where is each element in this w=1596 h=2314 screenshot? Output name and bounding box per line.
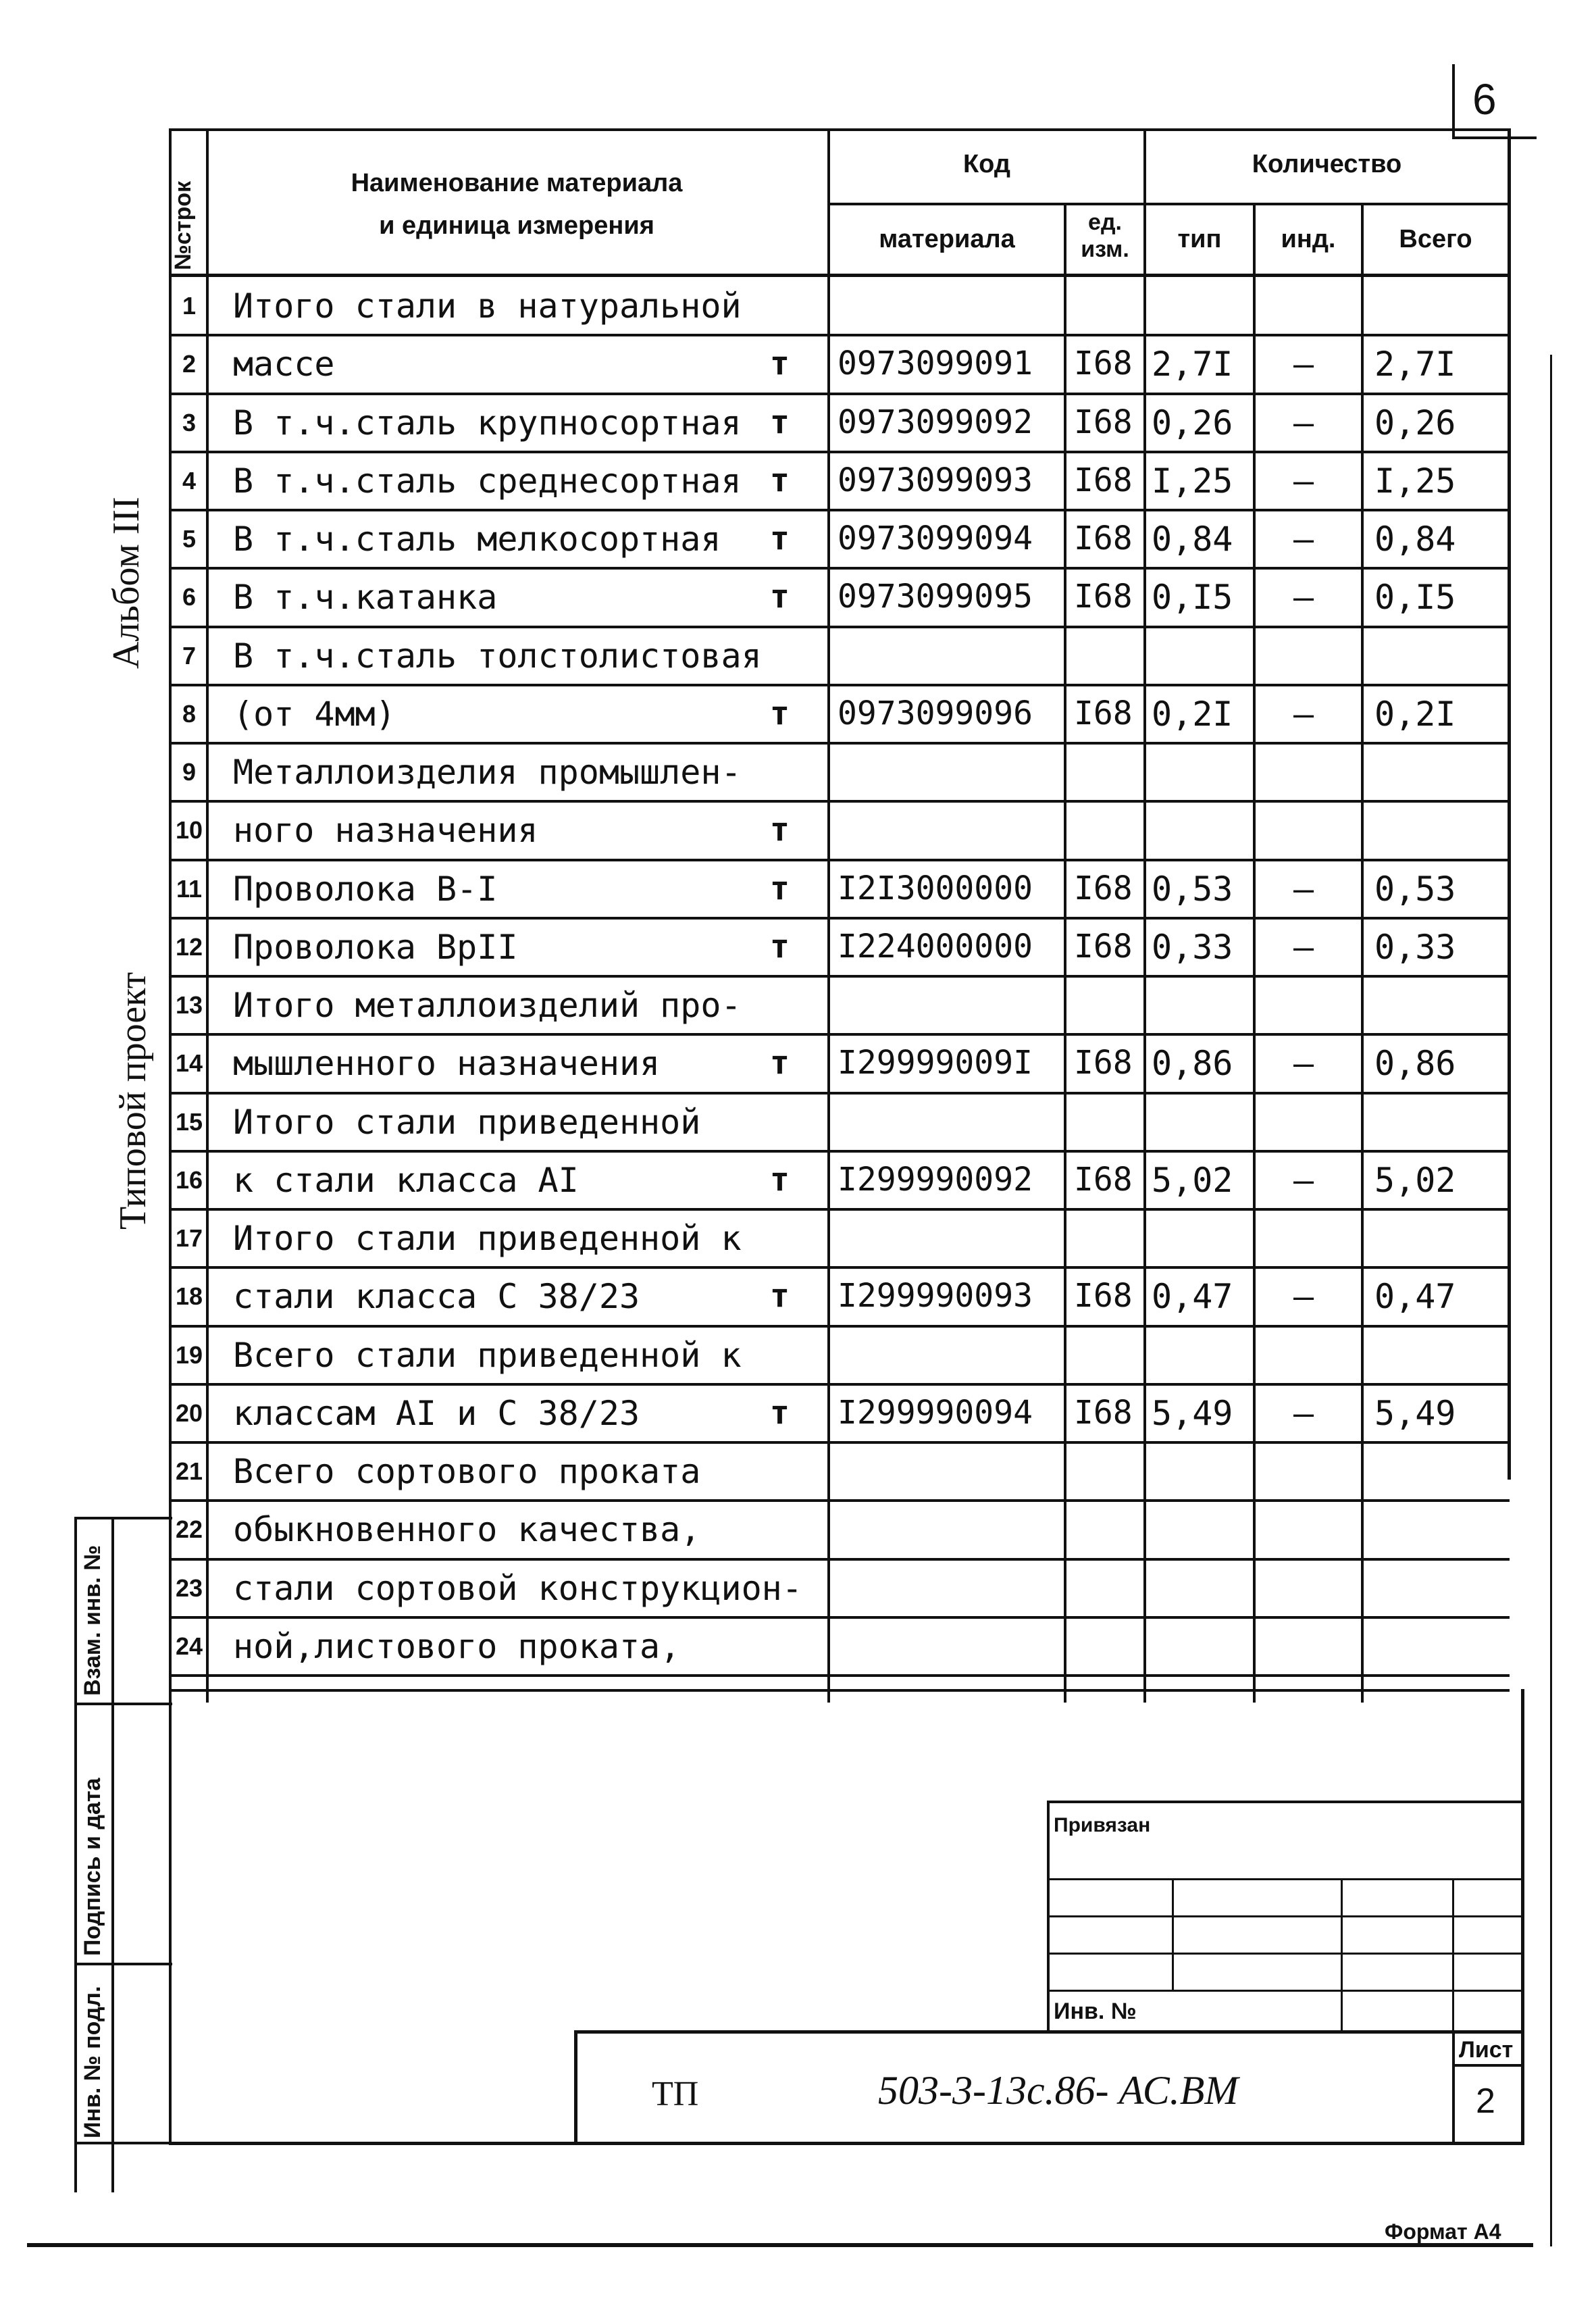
row-separator — [169, 1499, 1510, 1502]
row-code: I2I3000000 — [838, 870, 1033, 907]
header-row-no: №строк — [170, 180, 196, 270]
row-qty-ind: – — [1293, 578, 1314, 617]
row-number: 1 — [182, 292, 197, 320]
row-separator — [169, 1325, 1510, 1328]
row-material-name: мышленного назначения — [233, 1044, 661, 1083]
row-separator — [169, 1616, 1510, 1619]
stamp-privyazan-v2 — [1341, 1878, 1343, 2030]
row-material-name: В т.ч.сталь толстолистовая — [233, 636, 762, 676]
row-material-name: В т.ч.сталь крупносортная — [233, 403, 742, 443]
header-name-line2: и единица измерения — [379, 211, 654, 240]
row-code: I299990092 — [838, 1161, 1033, 1199]
header-code-unit-2: изм. — [1081, 236, 1129, 262]
side-project: Типовой проект — [112, 972, 154, 1230]
row-separator — [169, 334, 1510, 336]
row-number: 13 — [175, 991, 203, 1019]
stamp-designation: 503-3-13с.86- АС.ВМ — [878, 2068, 1239, 2113]
row-separator — [169, 567, 1510, 570]
row-separator — [169, 800, 1510, 803]
row-separator — [169, 1558, 1510, 1561]
row-code: I299990093 — [838, 1277, 1033, 1315]
row-code: I224000000 — [838, 928, 1033, 965]
row-qty-total: 0,47 — [1374, 1277, 1456, 1316]
row-qty-type: 0,53 — [1152, 870, 1233, 909]
row-number: 7 — [182, 642, 197, 670]
header-qty: Количество — [1252, 150, 1402, 178]
row-unit-code: I68 — [1074, 1161, 1133, 1199]
row-qty-total: 0,I5 — [1374, 578, 1456, 617]
stamp-privyazan: Привязан — [1054, 1814, 1151, 1836]
header-code-unit-1: ед. — [1088, 209, 1122, 235]
row-separator — [169, 626, 1510, 628]
row-qty-ind: – — [1293, 1394, 1314, 1433]
row-material-name: к стали класса AI — [233, 1161, 579, 1200]
row-code: 0973099094 — [838, 520, 1033, 557]
row-material-name: стали сортовой конструкцион- — [233, 1569, 802, 1608]
row-qty-type: 5,49 — [1152, 1394, 1233, 1433]
row-number: 14 — [175, 1049, 203, 1077]
row-material-name: В т.ч.сталь мелкосортная — [233, 520, 721, 559]
row-qty-type: 0,26 — [1152, 403, 1233, 443]
row-separator — [169, 1266, 1510, 1269]
row-number: 18 — [175, 1282, 203, 1310]
row-unit-code: I68 — [1074, 1394, 1133, 1432]
row-material-name: классам AI и С 38/23 — [233, 1394, 640, 1433]
row-number: 20 — [175, 1399, 203, 1427]
header-qty-type: тип — [1177, 225, 1222, 253]
header-qty-ind: инд. — [1281, 225, 1336, 253]
row-number: 19 — [175, 1341, 203, 1369]
row-qty-ind: – — [1293, 870, 1314, 909]
row-unit-code: I68 — [1074, 520, 1133, 557]
stamp-privyazan-v1 — [1172, 1878, 1174, 1990]
row-unit: т — [770, 345, 790, 382]
row-material-name: Металлоизделия промышлен- — [233, 753, 742, 792]
row-unit: т — [770, 928, 790, 965]
row-separator — [169, 1208, 1510, 1211]
page-right-line — [1550, 355, 1552, 2246]
row-number: 12 — [175, 933, 203, 961]
row-unit: т — [770, 1161, 790, 1199]
row-number: 23 — [175, 1574, 203, 1602]
side-box-top — [74, 1517, 172, 1519]
row-unit: т — [770, 1277, 790, 1315]
row-number: 11 — [176, 875, 203, 903]
side-box-div2 — [74, 1963, 172, 1965]
stamp-list-mid — [1452, 2064, 1523, 2067]
row-material-name: В т.ч.сталь среднесортная — [233, 461, 742, 501]
row-number: 16 — [175, 1166, 203, 1194]
row-qty-type: 0,84 — [1152, 520, 1233, 559]
row-qty-ind: – — [1293, 1277, 1314, 1316]
row-separator — [169, 742, 1510, 745]
row-unit: т — [770, 578, 790, 615]
page-number-left-line — [1452, 64, 1455, 139]
side-box-bottom — [74, 2142, 172, 2144]
stamp-title-left — [574, 2030, 577, 2145]
row-separator — [169, 975, 1510, 978]
row-material-name: ного назначения — [233, 811, 538, 850]
row-qty-total: 0,86 — [1374, 1044, 1456, 1083]
row-unit: т — [770, 461, 790, 499]
row-material-name: Проволока В-I — [233, 870, 498, 909]
row-separator — [169, 1092, 1510, 1095]
row-qty-ind: – — [1293, 928, 1314, 967]
side-box-div1 — [74, 1703, 172, 1705]
col-line-tip — [1253, 203, 1256, 1703]
row-qty-ind: – — [1293, 1161, 1314, 1200]
row-material-name: (от 4мм) — [233, 695, 396, 734]
row-qty-type: 0,2I — [1152, 695, 1233, 734]
side-podpis: Подпись и дата — [80, 1778, 105, 1956]
row-qty-total: 2,7I — [1374, 345, 1456, 384]
col-line-ed — [1143, 128, 1146, 1703]
row-unit-code: I68 — [1074, 403, 1133, 441]
row-material-name: стали класса С 38/23 — [233, 1277, 640, 1316]
row-material-name: Итого стали приведенной к — [233, 1219, 742, 1258]
row-number: 21 — [175, 1457, 203, 1485]
stamp-title-top — [574, 2030, 1523, 2034]
row-material-name: массе — [233, 345, 335, 384]
col-line-code — [1064, 203, 1066, 1703]
row-qty-type: 0,33 — [1152, 928, 1233, 967]
row-separator — [169, 1383, 1510, 1386]
row-qty-total: 5,49 — [1374, 1394, 1456, 1433]
row-code: 0973099092 — [838, 403, 1033, 441]
row-code: I299990094 — [838, 1394, 1033, 1432]
stamp-inv-no: Инв. № — [1054, 1998, 1137, 2024]
stamp-privyazan-top — [1047, 1801, 1523, 1803]
col-line-name — [827, 128, 830, 1703]
row-unit: т — [770, 1394, 790, 1432]
format-label: Формат А4 — [1385, 2219, 1501, 2244]
row-code: 0973099095 — [838, 578, 1033, 615]
row-qty-total: 0,33 — [1374, 928, 1456, 967]
row-unit-code: I68 — [1074, 578, 1133, 615]
row-qty-ind: – — [1293, 520, 1314, 559]
row-qty-type: I,25 — [1152, 461, 1233, 501]
row-separator — [169, 859, 1510, 861]
row-code: 0973099093 — [838, 461, 1033, 499]
row-unit-code: I68 — [1074, 1277, 1133, 1315]
row-separator — [169, 509, 1510, 511]
row-qty-total: 0,84 — [1374, 520, 1456, 559]
row-unit-code: I68 — [1074, 928, 1133, 965]
row-number: 10 — [175, 816, 203, 844]
row-material-name: Всего сортового проката — [233, 1452, 701, 1491]
side-album: Альбом III — [105, 497, 147, 669]
row-unit: т — [770, 1044, 790, 1082]
stamp-privyazan-v3 — [1452, 1878, 1454, 2030]
row-number: 24 — [175, 1632, 203, 1660]
row-separator — [169, 1033, 1510, 1036]
row-number: 8 — [182, 700, 197, 728]
row-number: 9 — [182, 758, 197, 786]
table-bottom — [169, 1689, 1510, 1692]
row-qty-type: 0,86 — [1152, 1044, 1233, 1083]
row-number: 4 — [182, 467, 197, 495]
row-unit-code: I68 — [1074, 345, 1133, 382]
row-number: 2 — [182, 350, 197, 378]
side-box-left — [74, 1517, 77, 2192]
lower-frame-left — [169, 1689, 172, 2145]
row-qty-type: 0,I5 — [1152, 578, 1233, 617]
row-number: 17 — [175, 1224, 203, 1252]
row-qty-type: 0,47 — [1152, 1277, 1233, 1316]
row-separator — [169, 451, 1510, 453]
row-qty-type: 2,7I — [1152, 345, 1233, 384]
row-separator — [169, 393, 1510, 395]
row-qty-total: I,25 — [1374, 461, 1456, 501]
header-bottom — [169, 274, 1510, 277]
row-unit: т — [770, 520, 790, 557]
row-unit-code: I68 — [1074, 1044, 1133, 1082]
row-number: 6 — [182, 583, 197, 611]
header-qty-total: Всего — [1399, 225, 1472, 253]
stamp-tp: ТП — [652, 2075, 699, 2113]
row-separator — [169, 1150, 1510, 1153]
side-inv-podl: Инв. № подл. — [80, 1986, 105, 2138]
row-unit: т — [770, 870, 790, 907]
frame-right — [1508, 128, 1511, 1480]
row-material-name: Итого металлоизделий про- — [233, 986, 742, 1025]
row-qty-ind: – — [1293, 461, 1314, 501]
row-separator — [169, 1674, 1510, 1677]
row-material-name: Итого стали приведенной — [233, 1103, 701, 1142]
header-name-line1: Наименование материала — [351, 169, 683, 197]
row-qty-ind: – — [1293, 403, 1314, 443]
row-material-name: Всего стали приведенной к — [233, 1336, 742, 1375]
row-material-name: Итого стали в натуральной — [233, 286, 742, 326]
lower-frame-bottom — [169, 2142, 1523, 2145]
row-qty-ind: – — [1293, 1044, 1314, 1083]
side-vzam: Взам. инв. № — [80, 1544, 105, 1696]
row-material-name: В т.ч.катанка — [233, 578, 498, 617]
row-unit: т — [770, 403, 790, 441]
stamp-list-left — [1452, 2030, 1455, 2145]
row-number: 22 — [175, 1515, 203, 1543]
row-number: 5 — [182, 525, 197, 553]
row-unit: т — [770, 695, 790, 732]
header-mid-line — [827, 203, 1510, 205]
stamp-list-label: Лист — [1459, 2037, 1514, 2063]
stamp-list-value: 2 — [1476, 2082, 1495, 2121]
row-qty-ind: – — [1293, 345, 1314, 384]
row-separator — [169, 1441, 1510, 1444]
row-material-name: обыкновенного качества, — [233, 1510, 701, 1549]
side-box-inner — [111, 1517, 114, 2192]
row-unit: т — [770, 811, 790, 849]
row-separator — [169, 917, 1510, 920]
row-qty-total: 5,02 — [1374, 1161, 1456, 1200]
row-number: 3 — [182, 409, 197, 436]
header-code: Код — [962, 150, 1011, 178]
row-code: 0973099091 — [838, 345, 1033, 382]
row-material-name: ной,листового проката, — [233, 1627, 681, 1666]
col-line-ind — [1361, 203, 1364, 1703]
row-qty-total: 0,2I — [1374, 695, 1456, 734]
row-qty-type: 5,02 — [1152, 1161, 1233, 1200]
row-number: 15 — [175, 1108, 203, 1136]
row-qty-total: 0,53 — [1374, 870, 1456, 909]
row-qty-ind: – — [1293, 695, 1314, 734]
row-separator — [169, 684, 1510, 686]
frame-top — [169, 128, 1510, 131]
header-code-material: материала — [879, 225, 1015, 253]
row-material-name: Проволока ВрII — [233, 928, 518, 967]
row-code: I29999009I — [838, 1044, 1033, 1082]
page-bottom-line — [27, 2243, 1533, 2247]
row-unit-code: I68 — [1074, 695, 1133, 732]
row-unit-code: I68 — [1074, 870, 1133, 907]
page-number-bottom-line — [1452, 136, 1537, 139]
row-qty-total: 0,26 — [1374, 403, 1456, 443]
row-code: 0973099096 — [838, 695, 1033, 732]
row-unit-code: I68 — [1074, 461, 1133, 499]
page-number: 6 — [1472, 75, 1497, 124]
